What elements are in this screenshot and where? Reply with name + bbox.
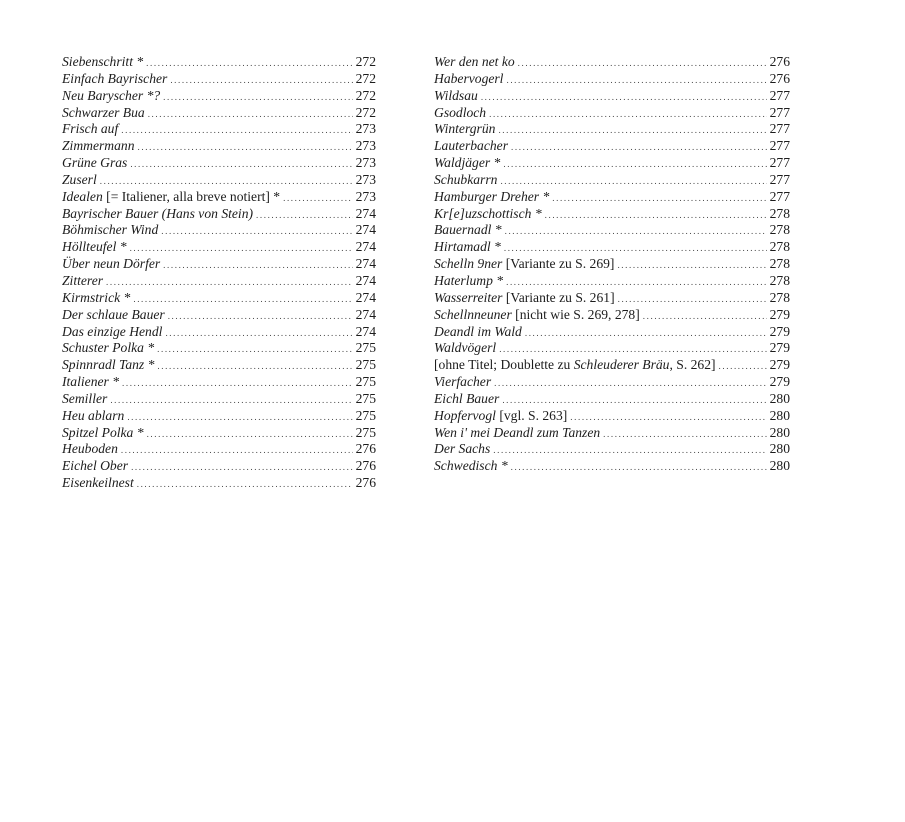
entry-title: Neu Baryscher *? <box>62 87 161 103</box>
toc-entry <box>62 206 376 223</box>
entry-page: 278 <box>769 205 790 221</box>
entry-page: 280 <box>769 390 790 406</box>
dot-leader <box>617 257 766 274</box>
dot-leader <box>511 459 767 476</box>
dot-leader <box>131 459 353 476</box>
dot-leader <box>122 375 353 392</box>
toc-entry <box>434 189 790 206</box>
toc-entry <box>62 357 376 374</box>
entry-page: 276 <box>355 458 376 474</box>
dot-leader <box>165 325 352 342</box>
entry-note: [nicht wie S. 269, 278] <box>511 306 640 322</box>
dot-leader <box>130 156 352 173</box>
entry-page: 272 <box>355 87 376 103</box>
toc-entry <box>62 441 376 458</box>
entry-page: 280 <box>769 458 790 474</box>
toc-entry <box>62 138 376 155</box>
toc-entry <box>434 290 790 307</box>
entry-title: Kirmstrick * <box>62 289 131 305</box>
entry-title: Über neun Dörfer <box>62 256 161 272</box>
toc-entry <box>62 458 376 475</box>
entry-page: 275 <box>355 357 376 373</box>
entry-title: Lauterbacher <box>434 138 509 154</box>
toc-entry <box>434 374 790 391</box>
toc-entry <box>62 155 376 172</box>
entry-note: [ohne Titel; Doublette zu <box>434 357 574 373</box>
toc-entry <box>434 239 790 256</box>
entry-title: Der schlaue Bauer <box>62 306 165 322</box>
dot-leader <box>161 223 352 240</box>
dot-leader <box>133 291 352 308</box>
entry-title: Haterlump * <box>434 272 504 288</box>
dot-leader <box>157 341 352 358</box>
toc-entry <box>62 121 376 138</box>
entry-title: Waldvögerl <box>434 340 497 356</box>
entry-title: Der Sachs <box>434 441 491 457</box>
entry-page: 277 <box>769 87 790 103</box>
dot-leader <box>138 139 353 156</box>
dot-leader <box>283 190 353 207</box>
entry-page: 280 <box>769 441 790 457</box>
entry-title: Bayrischer Bauer (Hans von Stein) <box>62 205 254 221</box>
entry-title: Eisenkeilnest <box>62 475 134 491</box>
dot-leader <box>121 442 353 459</box>
entry-page: 274 <box>355 222 376 238</box>
toc-entry <box>434 307 790 324</box>
entry-title: Bauernadl * <box>434 222 502 238</box>
entry-title: Spitzel Polka * <box>62 424 144 440</box>
entry-page: 276 <box>769 54 790 69</box>
entry-title: Hopfervogl <box>434 407 496 423</box>
dot-leader <box>511 139 767 156</box>
entry-title: Schubkarrn <box>434 171 498 187</box>
entry-title: Böhmischer Wind <box>62 222 159 238</box>
entry-page: 277 <box>769 188 790 204</box>
toc-entry <box>62 425 376 442</box>
entry-title: Spinnradl Tanz * <box>62 357 155 373</box>
toc-entry <box>62 172 376 189</box>
entry-page: 278 <box>769 222 790 238</box>
dot-leader <box>163 89 352 106</box>
toc-entry <box>62 189 376 206</box>
toc-entry <box>434 105 790 122</box>
entry-title: Italiener * <box>62 374 120 390</box>
entry-page: 277 <box>769 171 790 187</box>
toc-entry <box>62 340 376 357</box>
toc-entry <box>434 357 790 374</box>
entry-title: Wer den net ko <box>434 54 515 69</box>
toc-entry <box>434 425 790 442</box>
entry-note: [Variante zu S. 261] <box>502 289 615 305</box>
toc-entry <box>62 71 376 88</box>
toc-entry <box>62 222 376 239</box>
entry-page: 275 <box>355 340 376 356</box>
entry-title: Das einzige Hendl <box>62 323 163 339</box>
entry-title: Wintergrün <box>434 121 496 137</box>
dot-leader <box>503 156 766 173</box>
entry-page: 275 <box>355 424 376 440</box>
entry-page: 276 <box>355 441 376 457</box>
toc-right-column <box>434 54 790 475</box>
toc-entry <box>434 256 790 273</box>
toc-entry <box>62 88 376 105</box>
entry-title: Schleuderer Bräu <box>573 357 670 373</box>
entry-title: Schellnneuner <box>434 306 512 322</box>
dot-leader <box>168 308 353 325</box>
dot-leader <box>489 106 767 123</box>
entry-title: Zimmermann <box>62 138 135 154</box>
toc-entry <box>434 206 790 223</box>
entry-note: [Variante zu S. 269] <box>502 256 615 272</box>
entry-title: Zuserl <box>62 171 97 187</box>
entry-page: 274 <box>355 272 376 288</box>
entry-page: 279 <box>769 357 790 373</box>
dot-leader <box>498 122 766 139</box>
entry-page: 279 <box>769 306 790 322</box>
toc-entry <box>434 172 790 189</box>
dot-leader <box>256 207 353 224</box>
dot-leader <box>506 72 766 89</box>
dot-leader <box>121 122 352 139</box>
toc-entry <box>434 441 790 458</box>
dot-leader <box>130 240 353 257</box>
entry-page: 277 <box>769 104 790 120</box>
entry-title: Hamburger Dreher * <box>434 188 550 204</box>
entry-title: Zitterer <box>62 272 104 288</box>
entry-note-after: , S. 262] <box>669 357 716 373</box>
toc-entry <box>62 273 376 290</box>
dot-leader <box>137 476 353 493</box>
toc-entry <box>62 475 376 492</box>
dot-leader <box>506 274 767 291</box>
entry-title: Semiller <box>62 390 108 406</box>
entry-page: 277 <box>769 155 790 171</box>
dot-leader <box>148 106 353 123</box>
entry-page: 274 <box>355 205 376 221</box>
entry-page: 276 <box>769 70 790 86</box>
toc-left-column <box>62 54 376 492</box>
toc-entry <box>434 138 790 155</box>
dot-leader <box>163 257 352 274</box>
dot-leader <box>643 308 767 325</box>
entry-title: Habervogerl <box>434 70 504 86</box>
dot-leader <box>170 72 352 89</box>
entry-page: 278 <box>769 256 790 272</box>
entry-page: 275 <box>355 374 376 390</box>
toc-entry <box>434 222 790 239</box>
dot-leader <box>719 358 767 375</box>
entry-page: 272 <box>355 104 376 120</box>
entry-title: Höllteufel * <box>62 239 127 255</box>
dot-leader <box>100 173 353 190</box>
entry-title: Deandl im Wald <box>434 323 522 339</box>
toc-entry <box>434 155 790 172</box>
toc-entry <box>434 408 790 425</box>
dot-leader <box>146 55 352 72</box>
entry-title: Idealen <box>62 188 103 204</box>
dot-leader <box>545 207 767 224</box>
dot-leader <box>570 409 766 426</box>
dot-leader <box>525 325 767 342</box>
toc-entry <box>434 324 790 341</box>
toc-entry <box>434 458 790 475</box>
dot-leader <box>502 392 766 409</box>
entry-title: Hirtamadl * <box>434 239 501 255</box>
entry-page: 274 <box>355 289 376 305</box>
dot-leader <box>552 190 766 207</box>
dot-leader <box>504 240 767 257</box>
dot-leader <box>110 392 352 409</box>
toc-entry <box>434 54 790 71</box>
toc-entry <box>434 340 790 357</box>
entry-page: 279 <box>769 374 790 390</box>
toc-entry <box>434 121 790 138</box>
entry-note: [= Italiener, alla breve notiert] * <box>102 188 281 204</box>
toc-entry <box>62 307 376 324</box>
entry-title: Gsodloch <box>434 104 487 120</box>
toc-entry <box>62 54 376 71</box>
entry-title: Schelln 9ner <box>434 256 503 272</box>
entry-title: Schuster Polka * <box>62 340 155 356</box>
entry-title: Vierfacher <box>434 374 492 390</box>
entry-title: Schwedisch * <box>434 458 508 474</box>
entry-page: 273 <box>355 171 376 187</box>
toc-entry <box>62 391 376 408</box>
entry-title: Siebenschritt * <box>62 54 144 69</box>
entry-page: 272 <box>355 70 376 86</box>
entry-title: Schwarzer Bua <box>62 104 145 120</box>
entry-title: Wasserreiter <box>434 289 503 305</box>
dot-leader <box>127 409 352 426</box>
dot-leader <box>499 341 766 358</box>
dot-leader <box>618 291 767 308</box>
entry-page: 279 <box>769 340 790 356</box>
toc-entry <box>62 239 376 256</box>
entry-page: 275 <box>355 407 376 423</box>
toc-entry <box>434 71 790 88</box>
entry-title: Waldjäger * <box>434 155 501 171</box>
entry-title: Frisch auf <box>62 121 119 137</box>
entry-page: 273 <box>355 188 376 204</box>
entry-page: 277 <box>769 121 790 137</box>
entry-title: Eichl Bauer <box>434 390 500 406</box>
entry-page: 272 <box>355 54 376 69</box>
entry-page: 280 <box>769 424 790 440</box>
entry-note: [vgl. S. 263] <box>495 407 568 423</box>
toc-entry <box>434 88 790 105</box>
toc-entry <box>62 290 376 307</box>
entry-page: 273 <box>355 121 376 137</box>
entry-page: 274 <box>355 306 376 322</box>
entry-page: 273 <box>355 155 376 171</box>
toc-entry <box>62 374 376 391</box>
entry-title: Heu ablarn <box>62 407 125 423</box>
entry-title: Wildsau <box>434 87 478 103</box>
entry-page: 280 <box>769 407 790 423</box>
dot-leader <box>157 358 352 375</box>
toc-entry <box>62 324 376 341</box>
entry-title: Grüne Gras <box>62 155 128 171</box>
entry-page: 274 <box>355 239 376 255</box>
entry-page: 277 <box>769 138 790 154</box>
entry-page: 278 <box>769 272 790 288</box>
dot-leader <box>494 375 766 392</box>
entry-page: 274 <box>355 256 376 272</box>
dot-leader <box>481 89 767 106</box>
toc-entry <box>62 105 376 122</box>
entry-title: Kr[e]uzschottisch * <box>434 205 542 221</box>
entry-page: 278 <box>769 239 790 255</box>
entry-page: 278 <box>769 289 790 305</box>
entry-page: 274 <box>355 323 376 339</box>
toc-entry <box>62 256 376 273</box>
entry-title: Heuboden <box>62 441 118 457</box>
dot-leader <box>603 426 766 443</box>
entry-page: 276 <box>355 475 376 491</box>
dot-leader <box>505 223 767 240</box>
entry-title: Einfach Bayrischer <box>62 70 168 86</box>
dot-leader <box>493 442 766 459</box>
entry-page: 275 <box>355 390 376 406</box>
toc-entry <box>62 408 376 425</box>
entry-page: 279 <box>769 323 790 339</box>
entry-title: Eichel Ober <box>62 458 129 474</box>
dot-leader <box>106 274 353 291</box>
dot-leader <box>147 426 353 443</box>
dot-leader <box>518 55 767 72</box>
entry-page: 273 <box>355 138 376 154</box>
entry-title: Wen i' mei Deandl zum Tanzen <box>434 424 601 440</box>
dot-leader <box>500 173 766 190</box>
toc-entry <box>434 273 790 290</box>
toc-entry <box>434 391 790 408</box>
